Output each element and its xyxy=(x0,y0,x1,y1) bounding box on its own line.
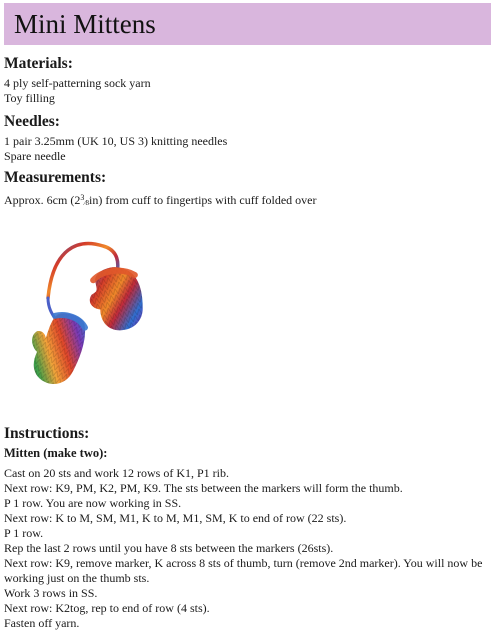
instruction-line: P 1 row. You are now working in SS. xyxy=(4,496,182,510)
instruction-line: Fasten off yarn. xyxy=(4,616,80,630)
page-title: Mini Mittens xyxy=(14,9,156,39)
measurements-heading: Measurements: xyxy=(4,169,107,186)
instructions-subheading: Mitten (make two): xyxy=(4,446,108,460)
title-band xyxy=(4,3,491,45)
instruction-line: working just on the thumb sts. xyxy=(4,571,150,585)
needles-heading: Needles: xyxy=(4,113,60,130)
mini-mittens-photo xyxy=(8,228,168,398)
materials-heading: Materials: xyxy=(4,55,73,72)
instruction-line: Cast on 20 sts and work 12 rows of K1, P1 rib. xyxy=(4,466,229,480)
materials-item: 4 ply self-patterning sock yarn xyxy=(4,76,151,90)
instructions-heading: Instructions: xyxy=(4,425,90,442)
instruction-line: Next row: K9, remove marker, K across 8 sts of thumb, turn (remove 2nd marker). You will now be xyxy=(4,556,483,570)
instruction-line: Next row: K2tog, rep to end of row (4 sts). xyxy=(4,601,210,615)
needles-item: Spare needle xyxy=(4,149,66,163)
instruction-line: Rep the last 2 rows until you have 8 sts between the markers (26sts). xyxy=(4,541,334,555)
measurements-text: Approx. 6cm $(2^3⁄8in)$ from cuff to fingertips with cuff folded over xyxy=(4,193,317,207)
needles-item: 1 pair 3.25mm (UK 10, US 3) knitting needles xyxy=(4,134,228,148)
instruction-line: Work 3 rows in SS. xyxy=(4,586,98,600)
instruction-line: Next row: K to M, SM, M1, K to M, M1, SM, K to end of row (22 sts). xyxy=(4,511,347,525)
materials-item: Toy filling xyxy=(4,91,55,105)
instruction-line: P 1 row. xyxy=(4,526,44,540)
instruction-line: Next row: K9, PM, K2, PM, K9. The sts between the markers will form the thumb. xyxy=(4,481,403,495)
